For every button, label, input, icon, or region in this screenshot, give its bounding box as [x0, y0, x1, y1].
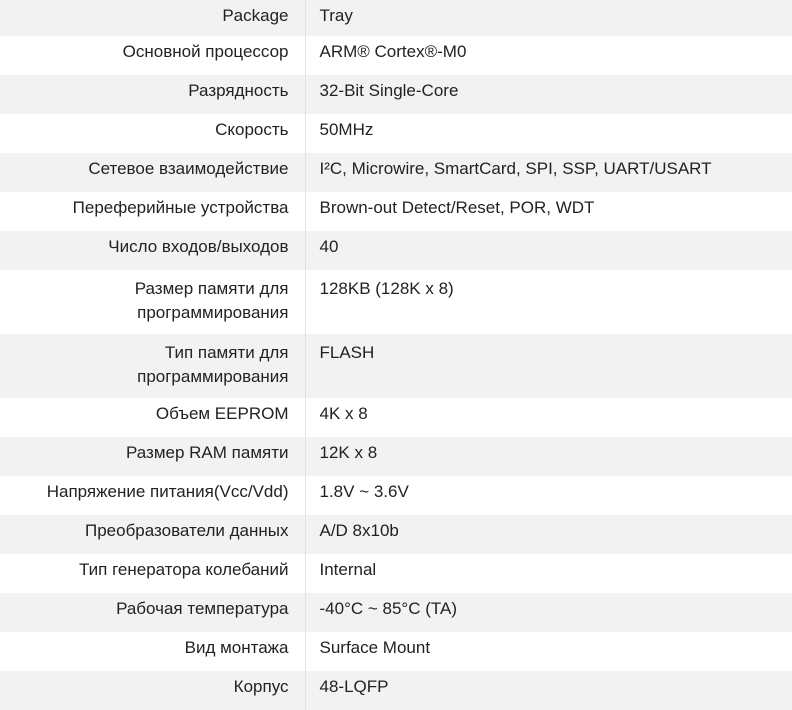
spec-row-oscillator-type	[0, 554, 792, 593]
spec-row-data-converters	[0, 515, 792, 554]
spec-value: A/D 8x10b	[305, 515, 792, 554]
spec-value: 32-Bit Single-Core	[305, 75, 792, 114]
spec-value: 1.8V ~ 3.6V	[305, 476, 792, 515]
spec-value: FLASH	[305, 334, 792, 398]
spec-row-operating-temperature	[0, 593, 792, 632]
spec-label: Основной процессор	[0, 36, 305, 75]
spec-value: ARM® Cortex®-M0	[305, 36, 792, 75]
spec-row-program-memory-type	[0, 334, 792, 398]
spec-row-core-processor	[0, 36, 792, 75]
spec-value: 128KB (128K x 8)	[305, 270, 792, 334]
spec-value: 12K x 8	[305, 437, 792, 476]
spec-row-io-count	[0, 231, 792, 270]
spec-label: Переферийные устройства	[0, 192, 305, 231]
spec-value: I²C, Microwire, SmartCard, SPI, SSP, UART/USART	[305, 153, 792, 192]
spec-row-package	[0, 0, 792, 36]
spec-row-supply-voltage	[0, 476, 792, 515]
spec-label: Вид монтажа	[0, 632, 305, 671]
spec-value: Brown-out Detect/Reset, POR, WDT	[305, 192, 792, 231]
spec-label: Сетевое взаимодействие	[0, 153, 305, 192]
spec-row-core-size	[0, 75, 792, 114]
spec-row-eeprom-size	[0, 398, 792, 437]
spec-value: 48-LQFP	[305, 671, 792, 710]
spec-label: Тип генератора колебаний	[0, 554, 305, 593]
spec-row-package-case	[0, 671, 792, 710]
spec-label: Объем EEPROM	[0, 398, 305, 437]
spec-value: Internal	[305, 554, 792, 593]
spec-row-program-memory-size	[0, 270, 792, 334]
spec-value: 4K x 8	[305, 398, 792, 437]
spec-label: Рабочая температура	[0, 593, 305, 632]
spec-label: Скорость	[0, 114, 305, 153]
spec-row-speed	[0, 114, 792, 153]
spec-label: Размер памяти для программирования	[0, 270, 305, 334]
spec-row-connectivity	[0, 153, 792, 192]
spec-label: Напряжение питания(Vcc/Vdd)	[0, 476, 305, 515]
spec-label: Размер RAM памяти	[0, 437, 305, 476]
spec-label: Тип памяти для программирования	[0, 334, 305, 398]
spec-value: Surface Mount	[305, 632, 792, 671]
spec-label: Разрядность	[0, 75, 305, 114]
spec-value: 50MHz	[305, 114, 792, 153]
spec-value: -40°C ~ 85°C (TA)	[305, 593, 792, 632]
spec-row-mounting-type	[0, 632, 792, 671]
spec-value: 40	[305, 231, 792, 270]
spec-row-ram-size	[0, 437, 792, 476]
spec-value: Tray	[305, 0, 792, 36]
spec-label: Корпус	[0, 671, 305, 710]
spec-label: Package	[0, 0, 305, 36]
spec-label: Преобразователи данных	[0, 515, 305, 554]
spec-label: Число входов/выходов	[0, 231, 305, 270]
spec-row-peripherals	[0, 192, 792, 231]
